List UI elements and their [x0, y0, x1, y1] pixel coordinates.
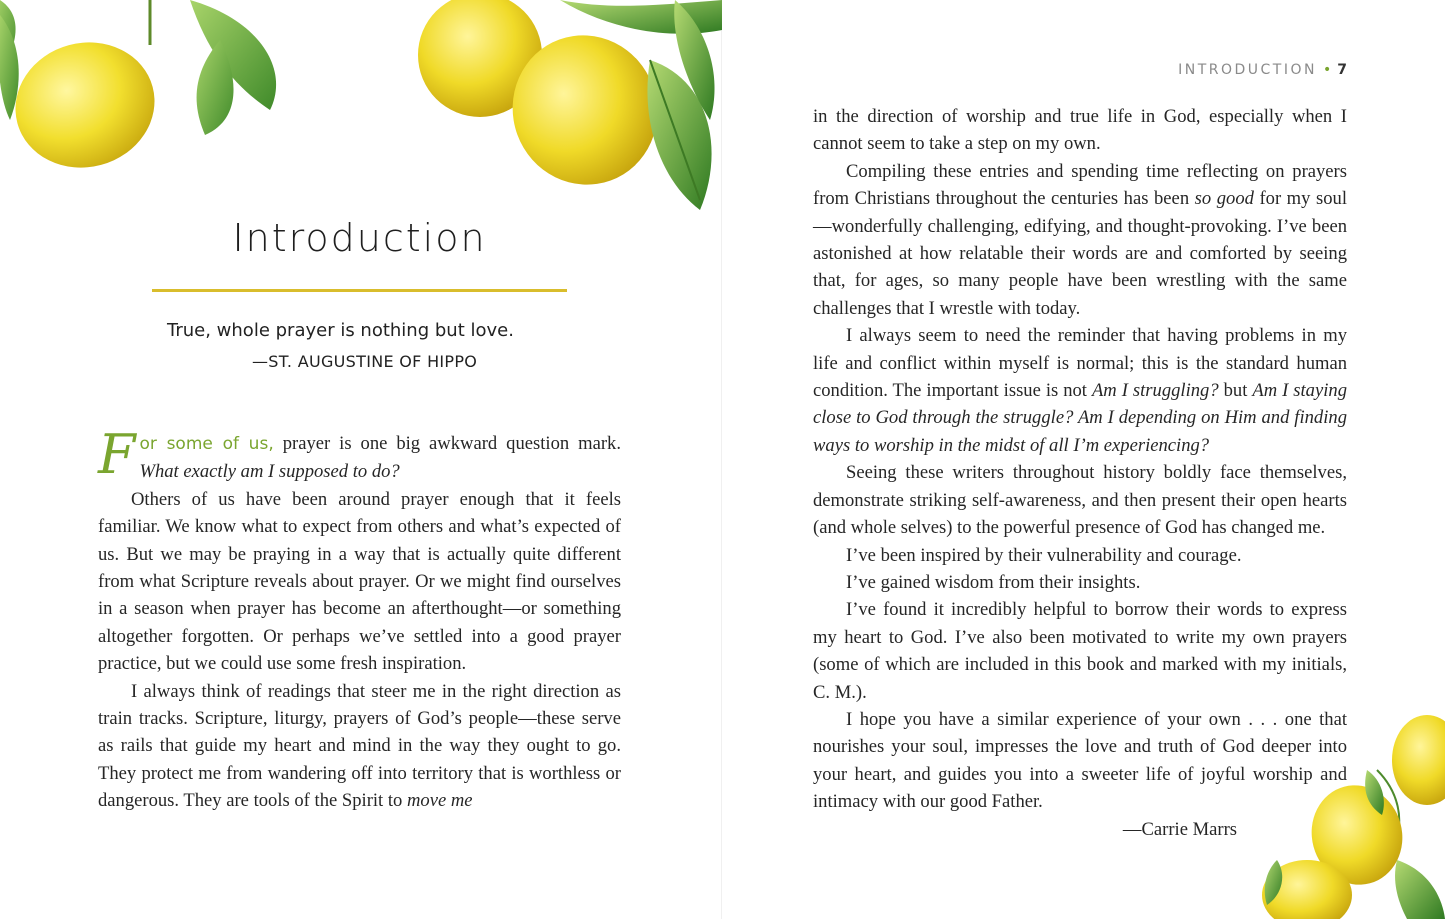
paragraph: I hope you have a similar experience of your own . . . one that nourishes your soul, impresses the love and truth of God deeper into your heart, and guides you into a sweeter life of joyful worship and intimacy with our good Father. — [813, 708, 1347, 813]
author-signature: —Carrie Marrs — [1122, 818, 1237, 840]
running-head-title: INTRODUCTION — [1178, 62, 1317, 78]
drop-cap: F — [98, 423, 136, 486]
paragraph-text: for my soul—wonderfully challenging, edifying, and thought-provoking. I’ve been astonished at how relatable their words are and comforted by seeing that, for ages, so many people have been wrestling with the same challenges that I wrestle with today. — [813, 188, 1347, 319]
epigraph-quote: True, whole prayer is nothing but love. — [167, 320, 514, 341]
paragraph-text: Compiling these entries and spending time reflecting on prayers from Christians throughout the centuries has been — [813, 160, 1347, 210]
opening-paragraph — [98, 423, 621, 486]
paragraph-italic-text: What exactly am I supposed to do? — [139, 461, 400, 483]
lemon-branch-top-left-illustration — [0, 0, 300, 180]
bullet-dot-icon: • — [1322, 62, 1332, 78]
left-body-text — [98, 423, 621, 815]
left-page — [0, 0, 722, 919]
paragraph-italic-text: Am I struggling? — [1091, 380, 1219, 402]
paragraph-italic-text: so good — [1194, 188, 1254, 210]
running-head — [1178, 62, 1347, 78]
lemon-branch-top-center-illustration — [410, 0, 722, 235]
title-underline-rule — [152, 289, 567, 292]
paragraph — [98, 678, 621, 815]
paragraph: I’ve been inspired by their vulnerability and courage. — [846, 544, 1242, 566]
paragraph — [813, 322, 1347, 459]
lead-in-text: or some of us, — [139, 434, 274, 454]
paragraph — [813, 158, 1347, 322]
chapter-title: Introduction — [232, 216, 487, 260]
paragraph-text: prayer is one big awkward question mark. — [273, 433, 621, 454]
paragraph: Seeing these writers throughout history boldly face themselves, demonstrate striking self-awareness, and then present their open hearts (and whole selves) to the powerful presence of God has changed me. — [813, 462, 1347, 539]
paragraph-italic-text: move me — [406, 790, 473, 812]
epigraph-attribution: —ST. AUGUSTINE OF HIPPO — [252, 352, 478, 371]
lemon-branch-bottom-right-illustration — [1257, 710, 1445, 919]
paragraph: I’ve found it incredibly helpful to borrow their words to express my heart to God. I’ve also been motivated to write my own prayers (some of which are included in this book and marked with my initials, C. M.). — [813, 599, 1347, 703]
paragraph-text: but — [1218, 380, 1253, 402]
paragraph: Others of us have been around prayer enough that it feels familiar. We know what to expect from others and what’s expected of us. But we may be praying in a way that is actually quite different from what Scripture reveals about prayer. Or we might find ourselves in a season when prayer has become an afterthought—or something altogether forgotten. Or perhaps we’ve settled into a good prayer practice, but we could use some fresh inspiration. — [98, 488, 621, 675]
page-number: 7 — [1337, 62, 1347, 78]
paragraph: in the direction of worship and true life in God, especially when I cannot seem to take a step on my own. — [813, 106, 1347, 155]
right-page — [722, 0, 1445, 919]
paragraph-text: I always think of readings that steer me in the right direction as train tracks. Scripture, liturgy, prayers of God’s people—these serve as rails that guide my heart and mind in the way they ought to go. They protect me from wandering off into territory that is worthless or dangerous. They are tools of the Spirit to — [98, 680, 621, 812]
paragraph-italic-text: Am I staying close to God through the struggle? Am I depending on Him and finding ways to worship in the midst of all I’m experiencing? — [813, 380, 1347, 456]
paragraph: I’ve gained wisdom from their insights. — [846, 571, 1141, 593]
paragraph-text: I always seem to need the reminder that having problems in my life and conflict within myself is normal; this is the standard human condition. The important issue is not — [813, 325, 1347, 402]
